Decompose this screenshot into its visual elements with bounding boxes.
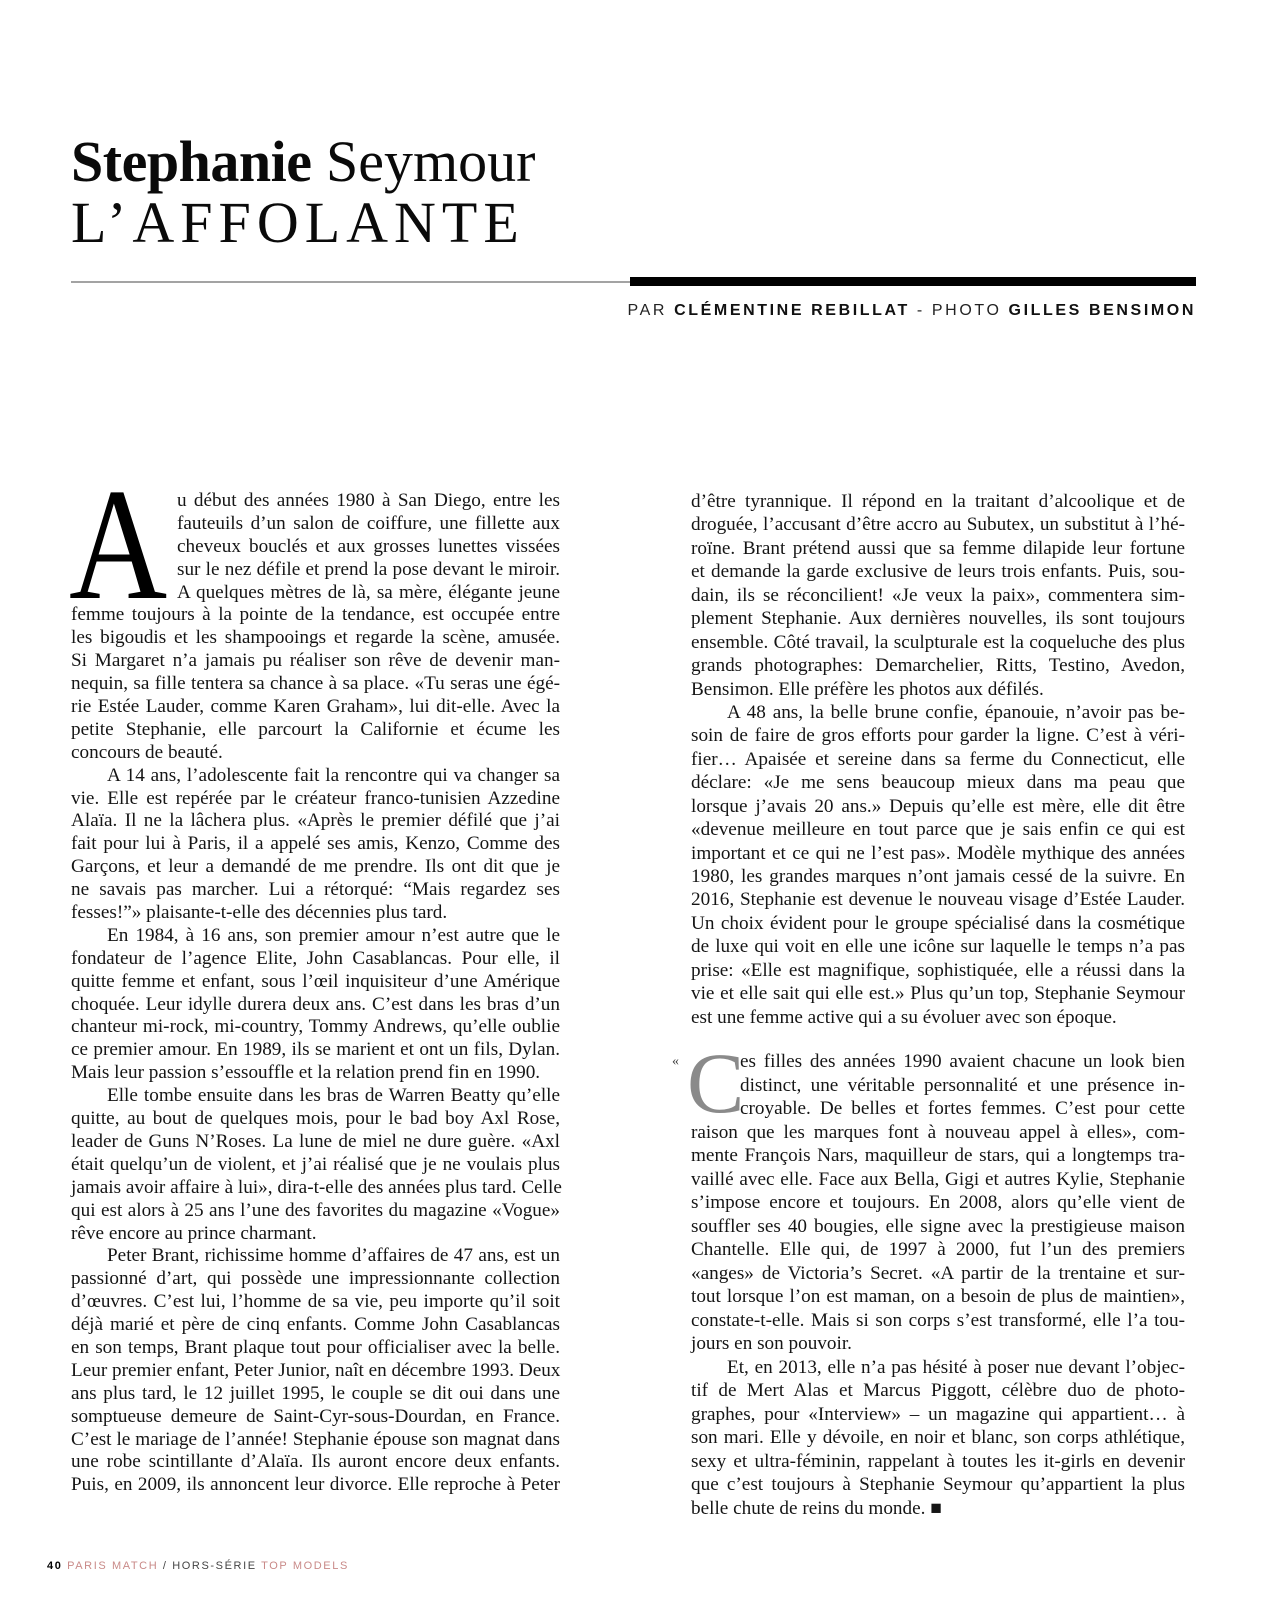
issue-type: / HORS-SÉRIE [162, 1560, 257, 1572]
title-first-name: Stephanie [71, 129, 312, 194]
text-line: important et ce qui ne l’est pas». Modèle mythique des années [691, 842, 1185, 864]
paragraph [71, 1085, 560, 1245]
text-line: A quelques mètres de là, sa mère, élégante jeune [177, 581, 560, 603]
text-line: prise: «Elle est magnifique, sophistiquée, elle a réussi dans la [691, 959, 1185, 981]
text-line: quitte, au bout de quelques mois, pour le bad boy Axl Rose, [71, 1108, 560, 1130]
text-line: ce premier amour. En 1989, ils se marient et ont un fils, Dylan. [71, 1039, 560, 1061]
text-line: Un choix évident pour le groupe spécialisé dans la cosmétique [691, 912, 1185, 934]
text-line: C’est le mariage de l’année! Stephanie épouse son magnat dans [71, 1428, 560, 1450]
article-title [71, 129, 536, 194]
paragraph [691, 701, 1185, 1029]
text-line: plement Stephanie. Aux dernières nouvelles, ils sont toujours [691, 608, 1185, 630]
text-line: constate-t-elle. Mais si son corps s’est transformé, elle l’a tou- [691, 1309, 1185, 1331]
text-line: sexy et ultra-féminin, rappelant à toutes les it-girls en devenir [691, 1450, 1185, 1472]
text-line: que c’est toujours à Stephanie Seymour qu’appartient la plus [691, 1474, 1185, 1495]
magazine-name: PARIS MATCH [67, 1560, 159, 1572]
text-line: chanteur mi-rock, mi-country, Tommy Andrews, qu’elle oublie [71, 1016, 560, 1038]
text-line: rie Estée Lauder, comme Karen Graham», lui dit-elle. Avec la [71, 696, 560, 718]
text-line: fondateur de l’agence Elite, John Casablancas. Pour elle, il [71, 947, 560, 969]
text-line: mente François Nars, maquilleur de stars, qui a longtemps tra- [691, 1145, 1185, 1166]
text-line: 2016, Stephanie est devenue le nouveau visage d’Estée Lauder. [691, 889, 1185, 911]
text-line: dain, ils se réconcilient! «Je veux la paix», commentera sim- [691, 584, 1185, 606]
text-line: En 1984, à 16 ans, son premier amour n’est autre que le [107, 924, 560, 946]
text-line: son mari. Elle y dévoile, en noir et blanc, son corps athlétique, [691, 1427, 1185, 1448]
drop-cap-a: A [69, 455, 168, 633]
text-line: femme toujours à la pointe de la tendance, est occupée entre [71, 604, 560, 626]
byline-author: CLÉMENTINE REBILLAT [674, 302, 910, 319]
text-line: s’impose encore et toujours. En 2008, alors qu’elle vient de [691, 1192, 1185, 1213]
paragraph [691, 1356, 1185, 1521]
issue-title: TOP MODELS [261, 1560, 349, 1572]
text-line: ans plus tard, le 12 juillet 1995, le couple se dit oui dans une [71, 1382, 560, 1404]
text-line: soin de faire de gros efforts pour garder la ligne. C’est à véri- [691, 725, 1185, 747]
text-line: u début des années 1980 à San Diego, entre les [177, 490, 560, 511]
text-line: A 48 ans, la belle brune confie, épanouie, n’avoir pas be- [727, 701, 1185, 723]
text-line: une robe scintillante d’Alaïa. Ils auront encore deux enfants. [71, 1451, 560, 1473]
text-line: raison que les marques font à nouveau appel à elles», com- [691, 1121, 1185, 1143]
text-line: Chantelle. Elle qui, de 1997 à 2000, fut l’un des premiers [691, 1239, 1185, 1260]
text-line: «devenue meilleure en tout parce que je sais enfin ce qui est [691, 819, 1185, 841]
text-line: petite Stephanie, elle parcourt la Californie et écume les [71, 718, 560, 740]
text-line: d’œuvres. C’est lui, l’homme de sa vie, peu importe qu’il soit [71, 1291, 560, 1313]
title-last-name: Seymour [325, 129, 536, 194]
article-subtitle: L’AFFOLANTE [71, 190, 525, 255]
text-line: Si Margaret n’a jamais pu réaliser son rêve de devenir man- [71, 650, 560, 672]
paragraph [71, 1245, 560, 1497]
divider-thick [630, 277, 1196, 286]
text-line: belle chute de reins du monde. ■ [691, 1497, 942, 1519]
page-number: 40 [47, 1560, 63, 1572]
text-line: fier… Apaisée et sereine dans sa ferme du Connecticut, elle [691, 748, 1185, 770]
article-column-2 [691, 490, 1185, 1029]
text-line: cheveux bouclés et aux grosses lunettes vissées [177, 535, 560, 557]
text-line: ensemble. Côté travail, la sculpturale est la coqueluche des plus [691, 631, 1185, 653]
text-line: Leur premier enfant, Peter Junior, naît en décembre 1993. Deux [71, 1359, 561, 1381]
text-line: A 14 ans, l’adolescente fait la rencontre qui va changer sa [107, 764, 560, 786]
text-line: Garçons, et leur a demandé de me prendre. Ils ont dit que je [71, 856, 560, 878]
article-column-1 [69, 455, 562, 1497]
text-line: vaillé avec elle. Face aux Bella, Gigi et autres Kylie, Stephanie [691, 1168, 1185, 1190]
drop-cap-c: C [687, 1035, 745, 1131]
text-line: droguée, l’accusant d’être accro au Subutex, un substitut à l’hé- [691, 514, 1185, 536]
text-line: rêve encore au prince charmant. [71, 1222, 317, 1244]
paragraph [71, 765, 560, 925]
text-line: et demande la garde exclusive de leurs trois enfants. Puis, sou- [691, 561, 1185, 583]
byline-separator: - [916, 302, 925, 319]
text-line: quitte femme et enfant, sous l’œil inquisiteur d’une Amérique [71, 970, 560, 992]
text-line: graphes, pour «Interview» – un magazine qui appartient… à [691, 1403, 1185, 1425]
text-line: 1980, les grandes marques n’ont jamais cessé de la suivre. En [691, 866, 1185, 887]
text-line: somptueuse demeure de Saint-Cyr-sous-Dourdan, en France. [71, 1405, 560, 1427]
text-line: es filles des années 1990 avaient chacune un look bien [740, 1051, 1185, 1072]
text-line: leader de Guns N’Roses. La lune de miel ne dure guère. «Axl [71, 1130, 560, 1152]
byline [628, 302, 1196, 320]
text-line: de luxe qui voit en elle une icône sur laquelle le temps n’a pas [691, 936, 1185, 958]
text-line: vie. Elle est repérée par le créateur franco-tunisien Azzedine [71, 787, 560, 809]
text-line: passionné d’art, qui possède une impressionnante collection [71, 1268, 560, 1290]
text-line: concours de beauté. [71, 741, 223, 763]
page-footer [47, 1560, 349, 1572]
divider-thin [71, 281, 631, 283]
text-line: d’être tyrannique. Il répond en la traitant d’alcoolique et de [691, 491, 1185, 512]
text-line: choquée. Leur idylle durera deux ans. C’est dans les bras d’un [71, 993, 560, 1015]
byline-par: PAR [627, 302, 668, 319]
text-line: ne savais pas marcher. Lui a rétorqué: “Mais regardez ses [71, 879, 560, 901]
byline-photographer: GILLES BENSIMON [1008, 302, 1196, 319]
text-line: fesses!”» plaisante-t-elle des décennies plus tard. [71, 902, 448, 924]
text-line: Elle tombe ensuite dans les bras de Warren Beatty qu’elle [107, 1085, 560, 1107]
text-line: déjà marié et père de cinq enfants. Comme John Casablancas [71, 1314, 560, 1336]
text-line: Et, en 2013, elle n’a pas hésité à poser nue devant l’objec- [727, 1356, 1185, 1378]
text-line: les bigoudis et les shampooings et regarde la scène, amusée. [71, 627, 560, 649]
text-line: nequin, sa fille tentera sa chance à sa place. «Tu seras une égé- [71, 673, 560, 695]
text-line: Puis, en 2009, ils annoncent leur divorce. Elle reproche à Peter [71, 1474, 560, 1496]
text-line: sur le nez défile et prend la pose devant le miroir. [177, 558, 560, 580]
text-line: en son temps, Brant plaque tout pour officialiser avec la belle. [71, 1336, 560, 1358]
text-line: déclare: «Je me sens beaucoup mieux dans ma peau que [691, 772, 1185, 794]
text-line: roïne. Brant prétend aussi que sa femme dilapide leur fortune [691, 537, 1185, 559]
text-line: «anges» de Victoria’s Secret. «A partir de la trentaine et sur- [691, 1262, 1185, 1284]
text-line: fauteuils d’un salon de coiffure, une fillette aux [177, 512, 560, 534]
text-line: tout lorsque l’on est maman, on a besoin de plus de maintien», [691, 1286, 1185, 1307]
paragraph [691, 1050, 1185, 1356]
text-line: fait pour lui à Paris, il a appelé ses amis, Kenzo, Comme des [71, 833, 560, 855]
article-quote-section [672, 1035, 1185, 1520]
opening-quote-mark: « [672, 1054, 679, 1069]
text-line: jours en son pouvoir. [691, 1333, 852, 1354]
text-line: distinct, une véritable personnalité et une présence in- [740, 1074, 1185, 1096]
text-line: vie et elle sait qui elle est.» Plus qu’un top, Stephanie Seymour [691, 983, 1185, 1005]
text-line: lorsque j’avais 20 ans.» Depuis qu’elle est mère, elle dit être [691, 795, 1185, 817]
paragraph [71, 925, 560, 1085]
text-line: souffler ses 40 bougies, elle signe avec la prestigieuse maison [691, 1215, 1185, 1237]
text-line: tif de Mert Alas et Marcus Piggott, célèbre duo de photo- [691, 1380, 1185, 1401]
text-line: croyable. De belles et fortes femmes. C’est pour cette [740, 1098, 1185, 1119]
byline-photo-label: PHOTO [931, 302, 1002, 319]
paragraph [691, 490, 1185, 701]
text-line: Alaïa. Il ne la lâchera plus. «Après le premier défilé que j’ai [71, 810, 560, 832]
text-line: Bensimon. Elle préfère les photos aux défilés. [691, 678, 1044, 700]
text-line: était quelqu’un de violent, et j’ai réalisé que je ne voulais plus [71, 1153, 560, 1175]
text-line: Mais leur passion s’essouffle et la relation prend fin en 1990. [71, 1062, 541, 1084]
text-line: qui est alors à 25 ans l’une des favorites du magazine «Vogue» [71, 1199, 560, 1221]
text-line: Peter Brant, richissime homme d’affaires de 47 ans, est un [107, 1245, 560, 1267]
text-line: grands photographes: Demarchelier, Ritts, Testino, Avedon, [691, 655, 1185, 677]
text-line: est une femme active qui a su évoluer avec son époque. [691, 1006, 1117, 1028]
text-line: jamais avoir affaire à lui», dira-t-elle des années plus tard. Celle [71, 1176, 562, 1198]
